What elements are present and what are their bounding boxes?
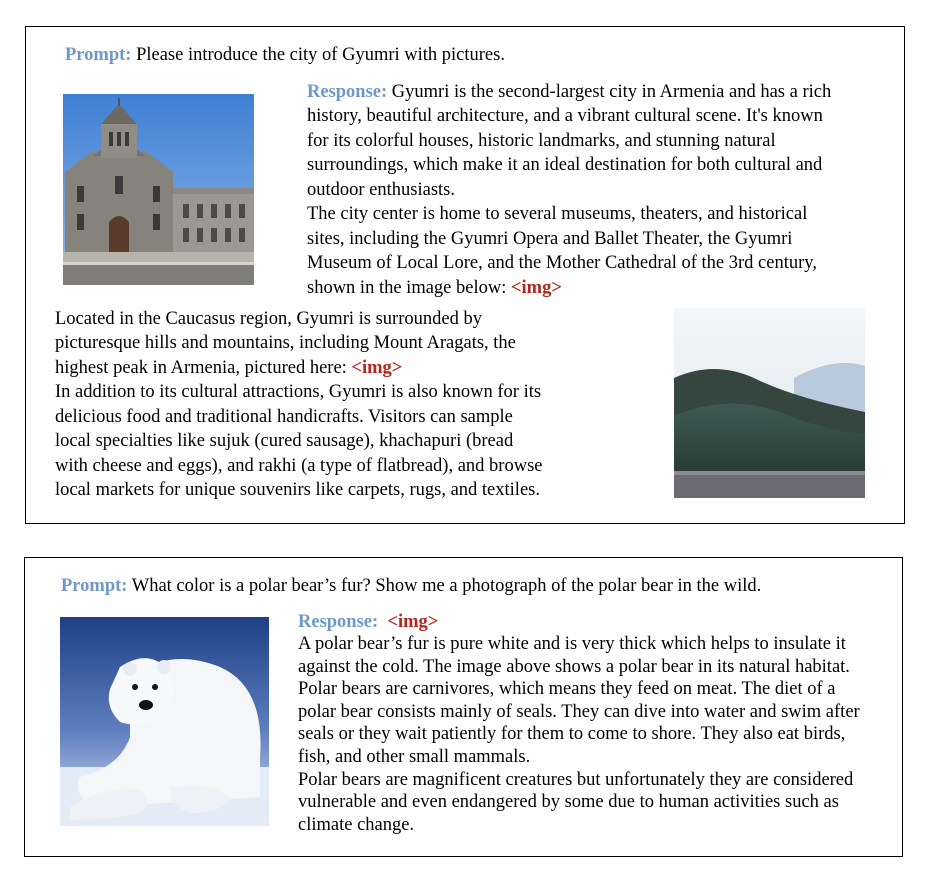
prompt-label: Prompt: <box>61 576 128 596</box>
img-tag: <img> <box>510 278 562 298</box>
response-line: fish, and other small mammals. <box>298 747 531 767</box>
polar-bear-photo <box>60 617 269 826</box>
response-label: Response: <box>307 82 388 102</box>
body-line: local specialties like sujuk (cured sausage), khachapuri (bread <box>55 431 514 451</box>
response-line: outdoor enthusiasts. <box>307 180 455 200</box>
response-line: history, beautiful architecture, and a vibrant cultural scene. It's known <box>307 106 823 126</box>
response-line: climate change. <box>298 815 415 835</box>
response-line: The city center is home to several museums, theaters, and historical <box>307 204 808 224</box>
body-line: highest peak in Armenia, pictured here: <img> <box>55 358 403 378</box>
prompt-text: What color is a polar bear’s fur? Show me a photograph of the polar bear in the wild. <box>127 576 762 596</box>
img-tag: <img> <box>387 612 439 632</box>
response-line: Museum of Local Lore, and the Mother Cathedral of the 3rd century, <box>307 253 817 273</box>
response-line: shown in the image below: <img> <box>307 278 562 298</box>
body-line: Located in the Caucasus region, Gyumri is surrounded by <box>55 309 482 329</box>
example-1-prompt <box>65 43 505 68</box>
response-line: sites, including the Gyumri Opera and Ballet Theater, the Gyumri <box>307 229 793 249</box>
img-tag: <img> <box>351 358 403 378</box>
mountain-photo <box>674 308 865 498</box>
response-line: A polar bear’s fur is pure white and is very thick which helps to insulate it <box>298 634 846 654</box>
body-line: with cheese and eggs), and rakhi (a type of flatbread), and browse <box>55 456 543 476</box>
prompt-text: Please introduce the city of Gyumri with pictures. <box>131 45 505 65</box>
body-line: delicious food and traditional handicrafts. Visitors can sample <box>55 407 513 427</box>
response-line <box>298 610 438 635</box>
response-label: Response: <box>298 612 379 632</box>
response-line: Response: Gyumri is the second-largest city in Armenia and has a rich <box>307 82 832 102</box>
body-line: picturesque hills and mountains, including Mount Aragats, the <box>55 333 516 353</box>
body-line: In addition to its cultural attractions, Gyumri is also known for its <box>55 382 542 402</box>
response-line: for its colorful houses, historic landmarks, and stunning natural <box>307 131 776 151</box>
response-line: seals or they wait patiently for them to come to shore. They also eat birds, <box>298 724 846 744</box>
response-line: Polar bears are carnivores, which means they feed on meat. The diet of a <box>298 679 836 699</box>
body-line: local markets for unique souvenirs like carpets, rugs, and textiles. <box>55 480 540 500</box>
response-line: surroundings, which make it an ideal destination for both cultural and <box>307 155 823 175</box>
response-line: polar bear consists mainly of seals. They can dive into water and swim after <box>298 702 860 722</box>
response-line: Polar bears are magnificent creatures but unfortunately they are considered <box>298 770 854 790</box>
prompt-label: Prompt: <box>65 45 132 65</box>
response-line: against the cold. The image above shows a polar bear in its natural habitat. <box>298 657 850 677</box>
response-line: vulnerable and even endangered by some due to human activities such as <box>298 792 839 812</box>
cathedral-photo <box>63 94 254 285</box>
example-2-prompt <box>61 574 761 599</box>
